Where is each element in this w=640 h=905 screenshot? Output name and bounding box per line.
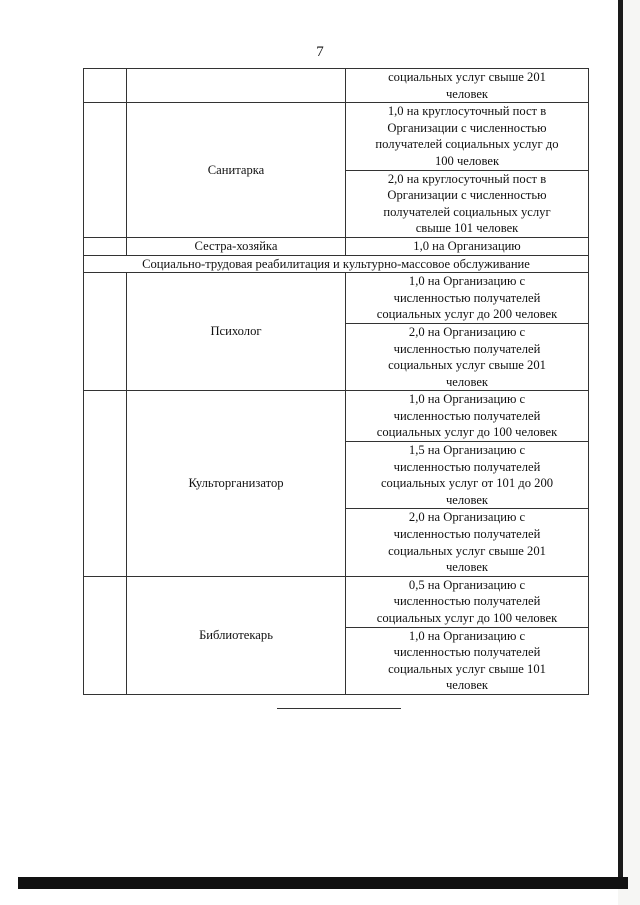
table-row — [84, 103, 589, 170]
norm-line: численностью получателей — [393, 645, 541, 660]
norm-line: человек — [445, 492, 489, 507]
table-row — [84, 237, 589, 255]
norm-line: получателей социальных услуг — [383, 204, 551, 219]
norm-line: численностью получателей — [393, 290, 541, 305]
row-number-cell — [84, 273, 127, 391]
norm-line: численностью получателей — [393, 459, 541, 474]
norm-line: численностью получателей — [393, 408, 541, 423]
norm-line: получателей социальных услуг до — [375, 137, 559, 152]
norm-line: численностью получателей — [393, 527, 541, 542]
norm-cell — [346, 273, 589, 324]
norm-line: человек — [445, 678, 489, 693]
norm-cell — [346, 442, 589, 509]
norm-cell — [346, 237, 589, 255]
norm-line: социальных услуг свыше 101 — [388, 661, 546, 676]
norm-line: Организации с численностью — [387, 120, 547, 135]
norm-line: социальных услуг свыше 201 — [388, 543, 546, 558]
row-number-cell — [84, 69, 127, 103]
page-number: 7 — [316, 44, 324, 60]
section-title: Социально-трудовая реабилитация и культурно-массовое обслуживание — [84, 255, 589, 273]
norm-line: человек — [445, 374, 489, 389]
norm-line: социальных услуг свыше 201 — [388, 358, 546, 373]
row-number-cell — [84, 237, 127, 255]
norm-cell — [346, 170, 589, 237]
position-cell: Санитарка — [127, 103, 346, 238]
norm-line: 1,0 на Организацию с — [408, 274, 526, 289]
norm-line: 2,0 на Организацию с — [408, 510, 526, 525]
position-cell: Культорганизатор — [127, 391, 346, 577]
norm-cell — [346, 509, 589, 576]
table-row — [84, 576, 589, 627]
table-row — [84, 69, 589, 103]
table-row — [84, 273, 589, 324]
norm-line: 100 человек — [434, 153, 500, 168]
norm-line: численностью получателей — [393, 341, 541, 356]
norm-line: 1,0 на Организацию с — [408, 392, 526, 407]
end-rule — [277, 708, 401, 709]
row-number-cell — [84, 391, 127, 577]
position-cell: Сестра-хозяйка — [127, 237, 346, 255]
scan-edge-right — [618, 0, 623, 880]
norm-line: 1,5 на Организацию с — [408, 443, 526, 458]
norm-cell — [346, 323, 589, 390]
norm-line: 1,0 на круглосуточный пост в — [387, 104, 547, 119]
norm-line: 2,0 на круглосуточный пост в — [387, 171, 547, 186]
norm-cell — [346, 103, 589, 170]
scan-edge-bottom — [18, 877, 628, 889]
norm-cell — [346, 627, 589, 694]
position-cell: Библиотекарь — [127, 576, 346, 694]
norm-line: 1,0 на Организацию — [413, 238, 521, 253]
norm-line: численностью получателей — [393, 594, 541, 609]
norm-line: социальных услуг свыше 201 — [388, 70, 546, 84]
norm-line: социальных услуг до 100 человек — [376, 611, 558, 625]
norm-line: человек — [445, 86, 489, 101]
norm-line: социальных услуг до 100 человек — [376, 425, 558, 440]
norm-line: 0,5 на Организацию с — [408, 577, 526, 592]
row-number-cell — [84, 103, 127, 238]
norm-cell — [346, 391, 589, 442]
table-row — [84, 391, 589, 442]
norm-cell — [346, 69, 589, 103]
staffing-norms-table — [83, 68, 589, 695]
norm-line: 2,0 на Организацию с — [408, 324, 526, 339]
norm-cell — [346, 576, 589, 627]
norm-line: 1,0 на Организацию с — [408, 628, 526, 643]
norm-line: человек — [445, 560, 489, 575]
norm-line: свыше 101 человек — [415, 221, 519, 236]
position-cell: Психолог — [127, 273, 346, 391]
position-cell — [127, 69, 346, 103]
section-header-row — [84, 255, 589, 273]
norm-line: Организации с численностью — [387, 188, 547, 203]
norm-line: социальных услуг до 200 человек — [376, 307, 558, 322]
norm-line: социальных услуг от 101 до 200 — [380, 476, 554, 491]
row-number-cell — [84, 576, 127, 694]
